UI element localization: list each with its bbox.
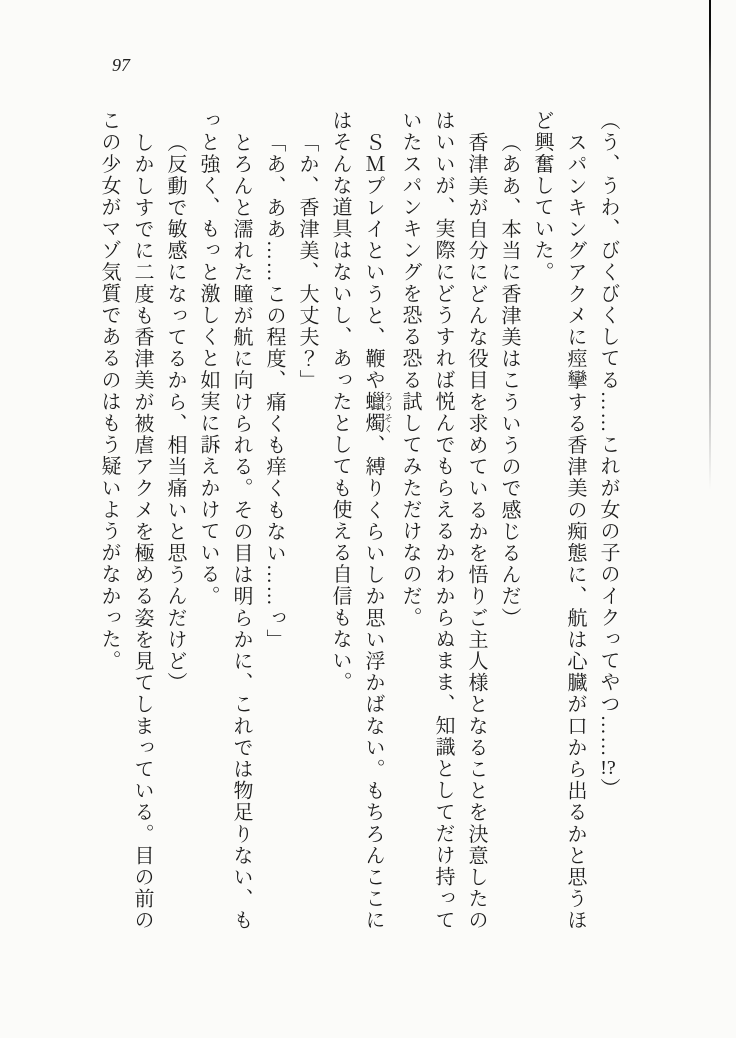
vertical-text-block — [94, 110, 624, 962]
text-column-10: 「か、香津美、大丈夫？」 — [296, 131, 318, 391]
text-column-7: いたスパンキングを恐る恐る試してみただけなのだ。 — [399, 110, 421, 629]
text-column-3: ど興奮していた。 — [531, 110, 553, 283]
text-column-15: しかしすでに二度も香津美が被虐アクメを極める姿を見てしまっている。目の前の — [131, 131, 153, 931]
text-column-16: この少女がマゾ気質であるのはもう疑いようがなかった。 — [98, 110, 120, 672]
text-column-9: はそんな道具はないし、あったとしても使える自信もない。 — [329, 110, 351, 694]
text-column-6: はいいが、実際にどうすれば悦んでもらえるかわからぬまま、知識としてだけ持って — [432, 110, 454, 931]
text-column-12: とろんと濡れた瞳が航に向けられる。その目は明らかに、これでは物足りない、も — [230, 131, 252, 931]
text-column-8: ＳＭプレイというと、鞭や蠟燭 ろうそく、縛りくらいしか思い浮かばない。もちろんここに — [362, 131, 393, 931]
page-number: 97 — [112, 55, 130, 75]
page-edge-line — [709, 0, 711, 490]
text-column-11: 「あ、ああ……この程度、痛くも痒くもない……っ」 — [263, 131, 285, 650]
text-column-14: （反動で敏感になってるから、相当痛いと思うんだけど） — [164, 131, 186, 694]
text-column-4: （ああ、本当に香津美はこういうので感じるんだ） — [498, 131, 520, 629]
ruby-word: 蠟燭 ろうそく — [362, 390, 393, 434]
text-column-13: っと強く、もっと激しくと如実に訴えかけている。 — [197, 110, 219, 607]
text-column-1: （う、うわ、びくびくしてる……これが女の子のイクってやつ……!?） — [597, 110, 619, 800]
tate-chu-yoko: !? — [600, 758, 616, 778]
ruby-annotation: ろうそく — [383, 390, 393, 434]
text-column-2: スパンキングアクメに痙攣する香津美の痴態に、航は心臓が口から出るかと思うほ — [564, 131, 586, 931]
text-column-5: 香津美が自分にどんな役目を求めているかを悟りご主人様となることを決意したの — [465, 131, 487, 931]
